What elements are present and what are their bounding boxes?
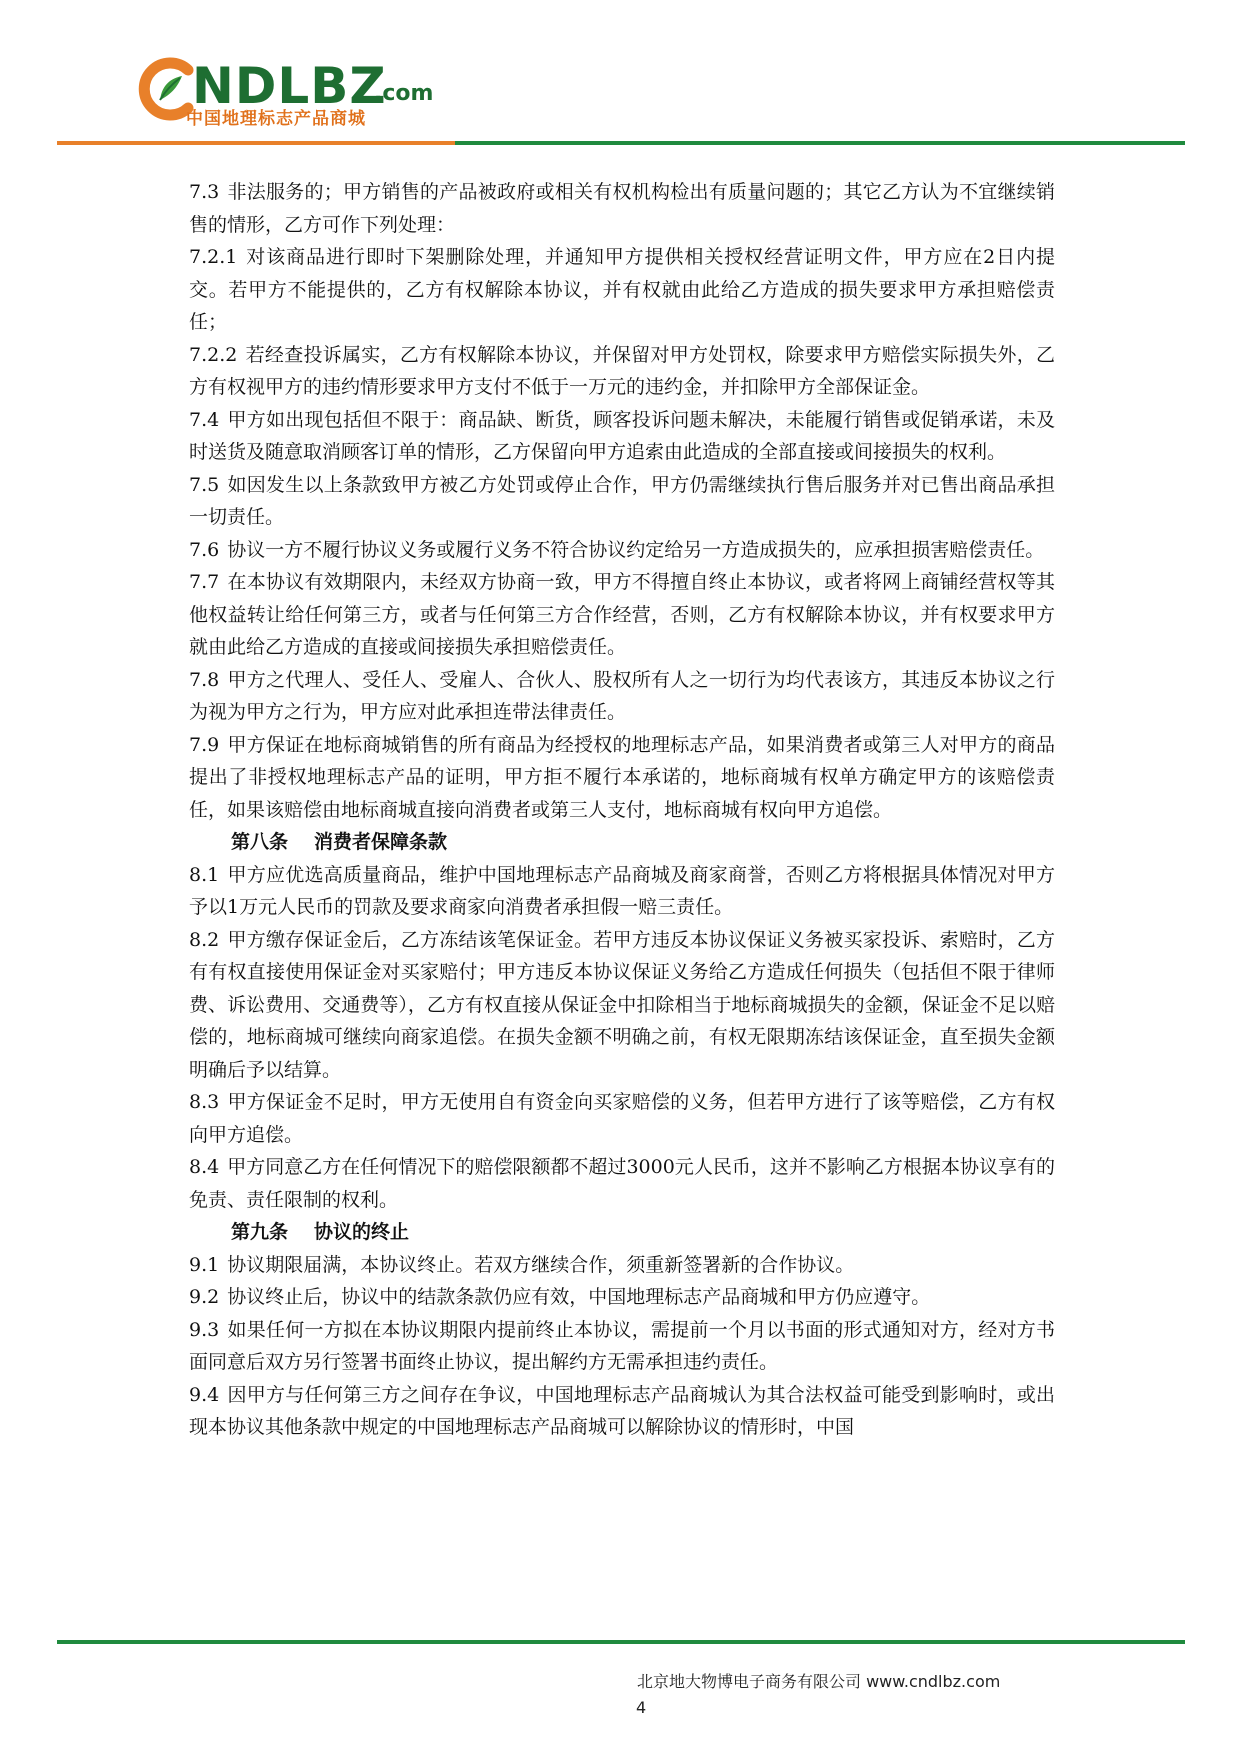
clause-number: 7.8 (189, 668, 220, 691)
clause-9-1 (189, 1249, 1055, 1282)
clause-number: 7.9 (189, 733, 220, 756)
section-title: 消费者保障条款 (314, 831, 448, 853)
section-title: 协议的终止 (314, 1221, 410, 1243)
clause-text: 甲方之代理人、受任人、受雇人、合伙人、股权所有人之一切行为均代表该方，其违反本协议之行为视为甲方之行为，甲方应对此承担连带法律责任。 (189, 668, 1055, 723)
clause-number: 7.6 (189, 538, 220, 561)
clause-number: 7.2.2 (189, 343, 238, 366)
clause-9-4 (189, 1379, 1055, 1444)
clause-text: 若经查投诉属实，乙方有权解除本协议，并保留对甲方处罚权，除要求甲方赔偿实际损失外，乙方有权视甲方的违约情形要求甲方支付不低于一万元的违约金，并扣除甲方全部保证金。 (189, 343, 1055, 398)
clause-text: 协议期限届满，本协议终止。若双方继续合作，须重新签署新的合作协议。 (227, 1253, 855, 1276)
header-divider-green (455, 141, 1185, 145)
clause-8-2 (189, 924, 1055, 1087)
clause-7-5 (189, 469, 1055, 534)
section-number: 第八条 (231, 831, 289, 853)
page-number: 4 (636, 1698, 647, 1717)
clause-8-4 (189, 1151, 1055, 1216)
clause-text: 甲方如出现包括但不限于：商品缺、断货，顾客投诉问题未解决，未能履行销售或促销承诺，未及时送货及随意取消顾客订单的情形，乙方保留向甲方追索由此造成的全部直接或间接损失的权利。 (189, 408, 1055, 463)
clause-text: 非法服务的；甲方销售的产品被政府或相关有权机构检出有质量问题的；其它乙方认为不宜继续销售的情形，乙方可作下列处理： (189, 181, 1055, 236)
clause-7-3 (189, 176, 1055, 241)
logo-wordmark: NDLBZ (192, 57, 387, 115)
clause-text: 如果任何一方拟在本协议期限内提前终止本协议，需提前一个月以书面的形式通知对方，经对方书面同意后双方另行签署书面终止协议，提出解约方无需承担违约责任。 (189, 1318, 1055, 1373)
clause-text: 甲方保证在地标商城销售的所有商品为经授权的地理标志产品，如果消费者或第三人对甲方的商品提出了非授权地理标志产品的证明，甲方拒不履行本承诺的，地标商城有权单方确定甲方的该赔偿责任，如果该赔偿由地标商城直接向消费者或第三人支付，地标商城有权向甲方追偿。 (189, 733, 1055, 821)
clause-text: 甲方缴存保证金后，乙方冻结该笔保证金。若甲方违反本协议保证义务被买家投诉、索赔时，乙方有有权直接使用保证金对买家赔付；甲方违反本协议保证义务给乙方造成任何损失（包括但不限于律师费、诉讼费用、交通费等），乙方有权直接从保证金中扣除相当于地标商城损失的金额，保证金不足以赔偿的，地标商城可继续向商家追偿。在损失金额不明确之前，有权无限期冻结该保证金，直至损失金额明确后予以结算。 (189, 928, 1055, 1081)
footer-divider (57, 1640, 1185, 1644)
clause-number: 9.3 (189, 1318, 220, 1341)
clause-number: 7.4 (189, 408, 220, 431)
clause-number: 8.1 (189, 863, 220, 886)
clause-8-3 (189, 1086, 1055, 1151)
clause-number: 8.2 (189, 928, 220, 951)
clause-9-3 (189, 1314, 1055, 1379)
clause-9-2 (189, 1281, 1055, 1314)
section-number: 第九条 (231, 1221, 289, 1243)
clause-number: 7.7 (189, 571, 220, 593)
clause-number: 7.2.1 (189, 246, 238, 268)
header-divider-orange (57, 141, 455, 145)
clause-text: 对该商品进行即时下架删除处理，并通知甲方提供相关授权经营证明文件，甲方应在2日内提交。若甲方不能提供的，乙方有权解除本协议，并有权就由此给乙方造成的损失要求甲方承担赔偿责任； (189, 246, 1055, 333)
clause-7-2-1 (189, 241, 1055, 339)
clause-number: 7.3 (189, 181, 220, 203)
clause-8-1 (189, 859, 1055, 924)
clause-text: 甲方应优选高质量商品，维护中国地理标志产品商城及商家商誉，否则乙方将根据具体情况对甲方予以1万元人民币的罚款及要求商家向消费者承担假一赔三责任。 (189, 863, 1055, 918)
clause-number: 9.4 (189, 1383, 220, 1406)
clause-7-2-2 (189, 339, 1055, 404)
clause-7-9 (189, 729, 1055, 827)
clause-number: 8.4 (189, 1156, 220, 1178)
clause-text: 因甲方与任何第三方之间存在争议，中国地理标志产品商城认为其合法权益可能受到影响时，或出现本协议其他条款中规定的中国地理标志产品商城可以解除协议的情形时，中国 (189, 1383, 1055, 1438)
logo-dotcom: .com (374, 81, 434, 106)
clause-7-7 (189, 566, 1055, 664)
clause-text: 协议一方不履行协议义务或履行义务不符合协议约定给另一方造成损失的，应承担损害赔偿责任。 (227, 538, 1045, 561)
document-body (189, 176, 1055, 1444)
clause-number: 7.5 (189, 473, 220, 496)
clause-text: 如因发生以上条款致甲方被乙方处罚或停止合作，甲方仍需继续执行售后服务并对已售出商品承担一切责任。 (189, 473, 1055, 528)
clause-7-6 (189, 534, 1055, 567)
footer-company-info: 北京地大物博电子商务有限公司 www.cndlbz.com (637, 1672, 1001, 1691)
clause-number: 9.2 (189, 1286, 220, 1308)
clause-text: 甲方同意乙方在任何情况下的赔偿限额都不超过3000元人民币，这并不影响乙方根据本协议享有的免责、责任限制的权利。 (189, 1156, 1055, 1211)
clause-text: 甲方保证金不足时，甲方无使用自有资金向买家赔偿的义务，但若甲方进行了该等赔偿，乙方有权向甲方追偿。 (189, 1091, 1055, 1146)
clause-number: 8.3 (189, 1091, 220, 1113)
company-logo (136, 56, 434, 129)
section-heading-8 (189, 826, 1055, 859)
clause-7-4 (189, 404, 1055, 469)
clause-text: 协议终止后，协议中的结款条款仍应有效，中国地理标志产品商城和甲方仍应遵守。 (227, 1286, 931, 1308)
clause-text: 在本协议有效期限内，未经双方协商一致，甲方不得擅自终止本协议，或者将网上商铺经营权等其他权益转让给任何第三方，或者与任何第三方合作经营，否则，乙方有权解除本协议，并有权要求甲方就由此给乙方造成的直接或间接损失承担赔偿责任。 (189, 571, 1055, 658)
logo-tagline: 中国地理标志产品商城 (186, 109, 366, 129)
section-heading-9 (189, 1216, 1055, 1249)
clause-number: 9.1 (189, 1253, 220, 1276)
clause-7-8 (189, 664, 1055, 729)
